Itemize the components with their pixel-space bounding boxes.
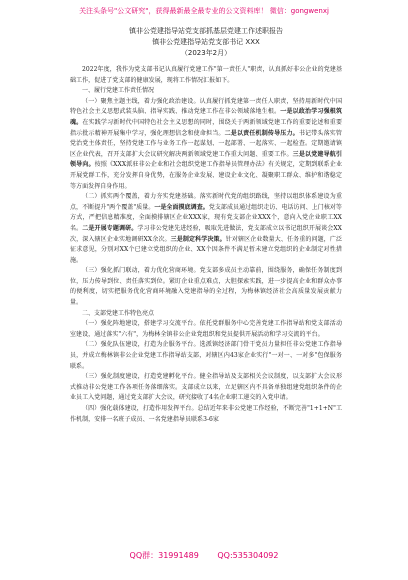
title-block [70,26,342,59]
banner-text: 关注头条号"公文研究"，获得最新最全最专业的公文资料库！ [79,7,268,15]
p2-bold: 一是全面摸底调查。 [154,203,209,211]
document-author: 镇非公党建指导站党支部书记 XXX [152,38,260,46]
section-heading-2: 二、支部党建工作特色亮点 [82,309,155,317]
top-banner [0,4,408,18]
p1d-text: 按照《XXX派驻非公企业和社会组织党建工作指导员管理办法》有关规定，定期到联系企业开展党群工作，充分发挥自身优势，在服务企业发展、建设企业文化、凝聚职工群众、维护和谐稳定等方面发挥自身作用。 [70,161,342,190]
paragraph-3: （三）强化抓门联动，着力优化营商环境。党支部多成员主动靠前，围绕服务，确保任务制度到位，压力传导到位、责任落实到位。紧盯企业重点难点，大胆探索实践，进一步提高企业和群众办事的便利度，切实把服务优化营商环境融入党建指导的全过程，为梅林镇经济社会高质量发展贡献力量。 [70,267,342,307]
footer-qq-group: QQ群：31991489 [129,551,199,560]
paragraph-4: （一）强化阵地建设，搭建学习交流平台。依托党群服务中心完善党建工作指导站和党支部活动室建设，通过落实"六有"，为梅林全镇非公企业党组织和党员提供开展活动和学习交流的平台。 [70,320,342,338]
p1-bold3: 三是以党建导航引领导向。 [70,150,342,169]
p1-bold2: 二是以责任机制传导压力。 [224,129,299,137]
paragraph-6: （三）强化制度建设，打造党建孵化平台。健全指导站及支部相关会议制度，以支部扩大会议形式推动非公党建工作各项任务落细落实。支部成立以来，立足辖区内不具备单独组建党组织条件的企业员工入党问题，通过党支部扩大会议，研究接收了4名企业职工递交的入党申请。 [70,373,342,402]
p1b-text: 在实践学习新时代中国特色社会主义思想的同时，围绕关于两新领域党建工作的重要论述和重要指示批示精神开展集中学习，强化理想信念和使命担当。 [70,118,342,137]
banner-wechat: 微信：gongwenxj [269,7,329,15]
p1-bold: 一是以政治学习强根筑魂。 [70,108,342,126]
p1c-text: 书记带头落实管党治党主体责任，坚持党建工作与业务工作一起谋划、一起部署、一起落实、一起检查。定期邀请镇区企业代表，召开支部扩大会议研究解决两新领域党建工作重大问题、重要工作。 [70,129,342,158]
footer-contact [0,548,408,564]
document-date: （2023年2月） [180,49,232,57]
p2-text: （二）抓实两个覆盖，着力夯实党建基础。落实新时代党的组织路线，坚持以组织体系建设为重点，不断提升"两个覆盖"质量。 [70,193,342,211]
paragraph-7: （四）强化载体建设，打造作用发挥平台。总结近年来非公党建工作经验，不断完善"1+1+N"工作机制，安排一名班子成员、一名党建指导员联系3-6家 [70,405,342,423]
section-heading-1: 一、履行党建工作责任情况 [82,87,155,95]
p2c-text: 学习非公党建先进经验，吸取先进做法，党支部成立以书记组织开展谈会XX次，深入辖区企业实地调研XX余次。 [70,224,342,243]
p2b-text: 党支部成员通过组织走访、电话访问、上门核对等方式，严把信息精准度，全面摸排辖区企业XXX家，现有党支部企业XXX个，意向入党企业职工XX名。 [70,203,342,232]
paragraph-2 [70,192,342,266]
p1-text: （一）聚焦主题主线，着力强化政治建设。认真履行抓党建第一责任人职责，坚持用新时代中国特色社会主义思想武装头脑、指导实践、推动党建工作在非公领域落地生根。 [70,97,342,116]
p2-bold3: 三是制定科学决策。 [170,235,226,243]
document-page [70,26,342,526]
p2d-text: 针对辖区企业数量大、任务重的问题，广泛征求意见，分别对XX个已建立党组织的企业、XX个因条件不满足暂未建立党组织的企业制定对性措施。 [70,235,342,264]
paragraph-5: （二）强化队伍建设，打造为企服务平台。选派镇经济部门骨干党员力量担任非公党建工作指导员，并成立梅林镇非公企业党建工作指导站支部，对辖区内43家企业实行"一对一、一对多"包保服务联系。 [70,341,342,370]
footer-qq: QQ:535304092 [217,551,279,560]
paragraph-1 [70,97,342,192]
intro-paragraph: 2022年度，我作为党支部书记认真履行党建工作"第一责任人"职责，认真抓好非公企业的党建基础工作，促进了党支部的健康发展，现将工作情况汇报如下。 [70,66,342,84]
document-title: 镇非公党建指导站党支部抓基层党建工作述职报告 [129,27,283,35]
p2-bold2: 二是开展专题调研。 [82,224,138,232]
